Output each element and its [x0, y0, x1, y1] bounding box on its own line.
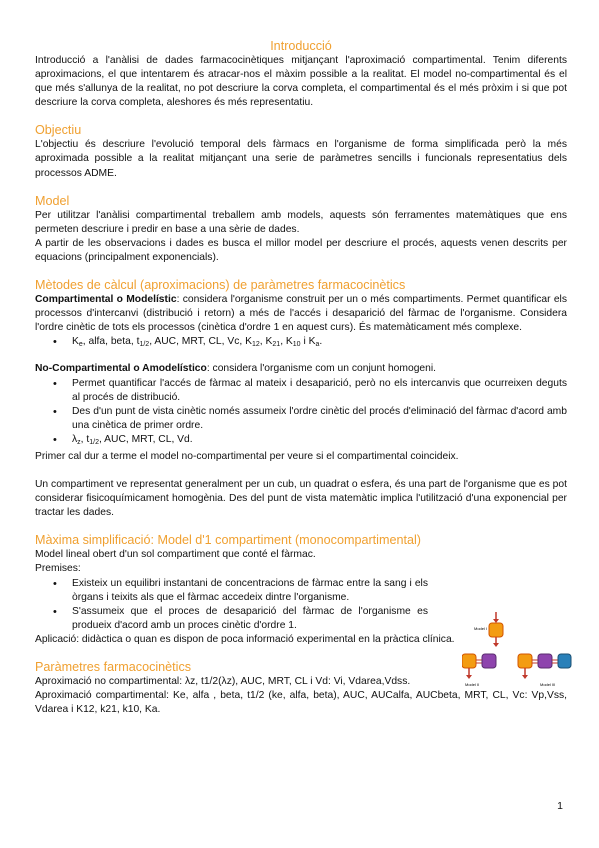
compartment-paragraph: Un compartiment ve representat generalment per un cub, un quadrat o esfera, és una part de l'organisme que es pot considerar fisicoquímicament homogènia. Des del punt de vista matemàtic implica l'utilització d'una exponencial per tractar les dades.	[35, 479, 567, 519]
model-i-label: Model I	[474, 626, 488, 631]
objectiu-paragraph: L'objectiu és descriure l'evolució temporal dels fàrmacs en l'organisme de forma simplificada però la més aproximada possible a la realitat mitjançant una serie de paràmetres sencills i funcionals representatius dels processos ADME.	[35, 139, 567, 179]
model-iii-label: Model III	[540, 682, 556, 687]
model-iii-diagram	[518, 654, 571, 687]
model-heading: Model	[35, 193, 70, 208]
compartimental-paragraph	[35, 293, 567, 335]
compartimental-text: : considera l'organisme construit per un o més compartiments. Permet quantificar els processos d'intercanvi (distribució i retorn) a més de l'accés i desaparició del fàrmac de l'organisme. Considera l'ordre cinètic de tots els processos (cinètica d'ordre 1 en aquest curs). És matemàticament més complexe.	[35, 294, 567, 334]
list-item: • S'assumeix que el proces de desaparició del fàrmac de l'organisme es produeix d'acord amb un proces cinètic d'ordre 1.	[35, 605, 428, 633]
intro-paragraph: Introducció a l'anàlisi de dades farmacocinètiques mitjançant l'aproximació compartimental. Tenim diferents aproximacions, el que intentarem és atracar-nos el màxim possible a la realitat. El model no-compartimental és el que més s'allunya de la realitat, no pot descriure la corva completa, el compartimental és el més pròxim i si que pot descriure la corva completa, aleshores és més representatiu.	[35, 55, 567, 109]
model-paragraph-2: A partir de les observacions i dades es busca el millor model per descriure el procés, aquests venen descrits per equacions (principalment exponencials).	[35, 237, 567, 263]
maxima-heading: Màxima simplificació: Model d'1 compartiment (monocompartimental)	[35, 533, 421, 548]
intro-title: Introducció	[270, 39, 332, 53]
premises-list	[35, 577, 428, 633]
parametres-line-1: Aproximació no compartimental: λz, t1/2(λz), AUC, MRT, CL i Vd: Vi, Vdarea,Vdss.	[35, 676, 411, 687]
premises-label: Premises:	[35, 563, 81, 575]
parametres-line-2: Aproximació compartimental: Ke, alfa , beta, t1/2 (ke, alfa, beta), AUC, AUCalfa, AUCbeta, MRT, CL, Vc: Vp,Vss, Vdarea i K12, k21, k10, Ka.	[35, 690, 567, 716]
list-item: • Des d'un punt de vista cinètic només assumeix l'ordre cinètic del procés d'eliminació del fàrmac d'acord amb una cinètica de primer ordre.	[35, 405, 567, 433]
primer-paragraph: Primer cal dur a terme el model no-compartimental per veure si el compartimental coincideix.	[35, 450, 459, 462]
no-compartimental-list	[35, 377, 567, 450]
parametres-heading: Paràmetres farmacocinètics	[35, 660, 192, 674]
model-ii-diagram	[462, 654, 496, 687]
no-compartimental-label: No-Compartimental o Amodelístico	[35, 363, 207, 375]
aplicacio-paragraph: Aplicació: didàctica o quan es dispon de poca informació experimental en la pràctica clínica.	[35, 633, 455, 645]
list-item: • Existeix un equilibri instantani de concentracions de fàrmac entre la sang i els òrgans i teixits als que el fàrmac accedeix dintre l'organisme.	[35, 577, 428, 605]
objectiu-heading: Objectiu	[35, 123, 82, 138]
page-number: 1	[557, 800, 563, 812]
list-item: • $\lambda_z$, $t_{1/2}$, AUC, MRT, CL, Vd.	[35, 433, 567, 450]
model-i-diagram	[474, 612, 503, 647]
no-compartimental-text: : considera l'organisme com un conjunt homogeni.	[206, 363, 437, 375]
compartimental-label: Compartimental o Modelístic	[35, 294, 177, 306]
list-item: • Permet quantificar l'accés de fàrmac al mateix i desaparició, però no els intercanvis que ocurreixen deguts al procés de distribució.	[35, 377, 567, 405]
model-ii-label: Model II	[465, 682, 480, 687]
compartimental-list	[35, 335, 567, 352]
list-item: • $K_e$, alfa, beta, $t_{1/2}$, AUC, MRT, CL, Vc, $K_{12}$, $K_{21}$, $K_{10}$ i $K_a$.	[35, 335, 567, 352]
metodes-heading: Mètodes de càlcul (aproximacions) de paràmetres farmacocinètics	[35, 278, 406, 293]
no-compartimental-paragraph	[35, 362, 567, 376]
compartment-models-figure	[462, 612, 572, 690]
model-paragraph-1: Per utilitzar l'anàlisi compartimental treballem amb models, aquests són ferramentes matemàtiques que ens permeten descriure i predir en base a una sèrie de dades.	[35, 209, 567, 235]
maxima-line: Model lineal obert d'un sol compartiment que conté el fàrmac.	[35, 549, 316, 561]
